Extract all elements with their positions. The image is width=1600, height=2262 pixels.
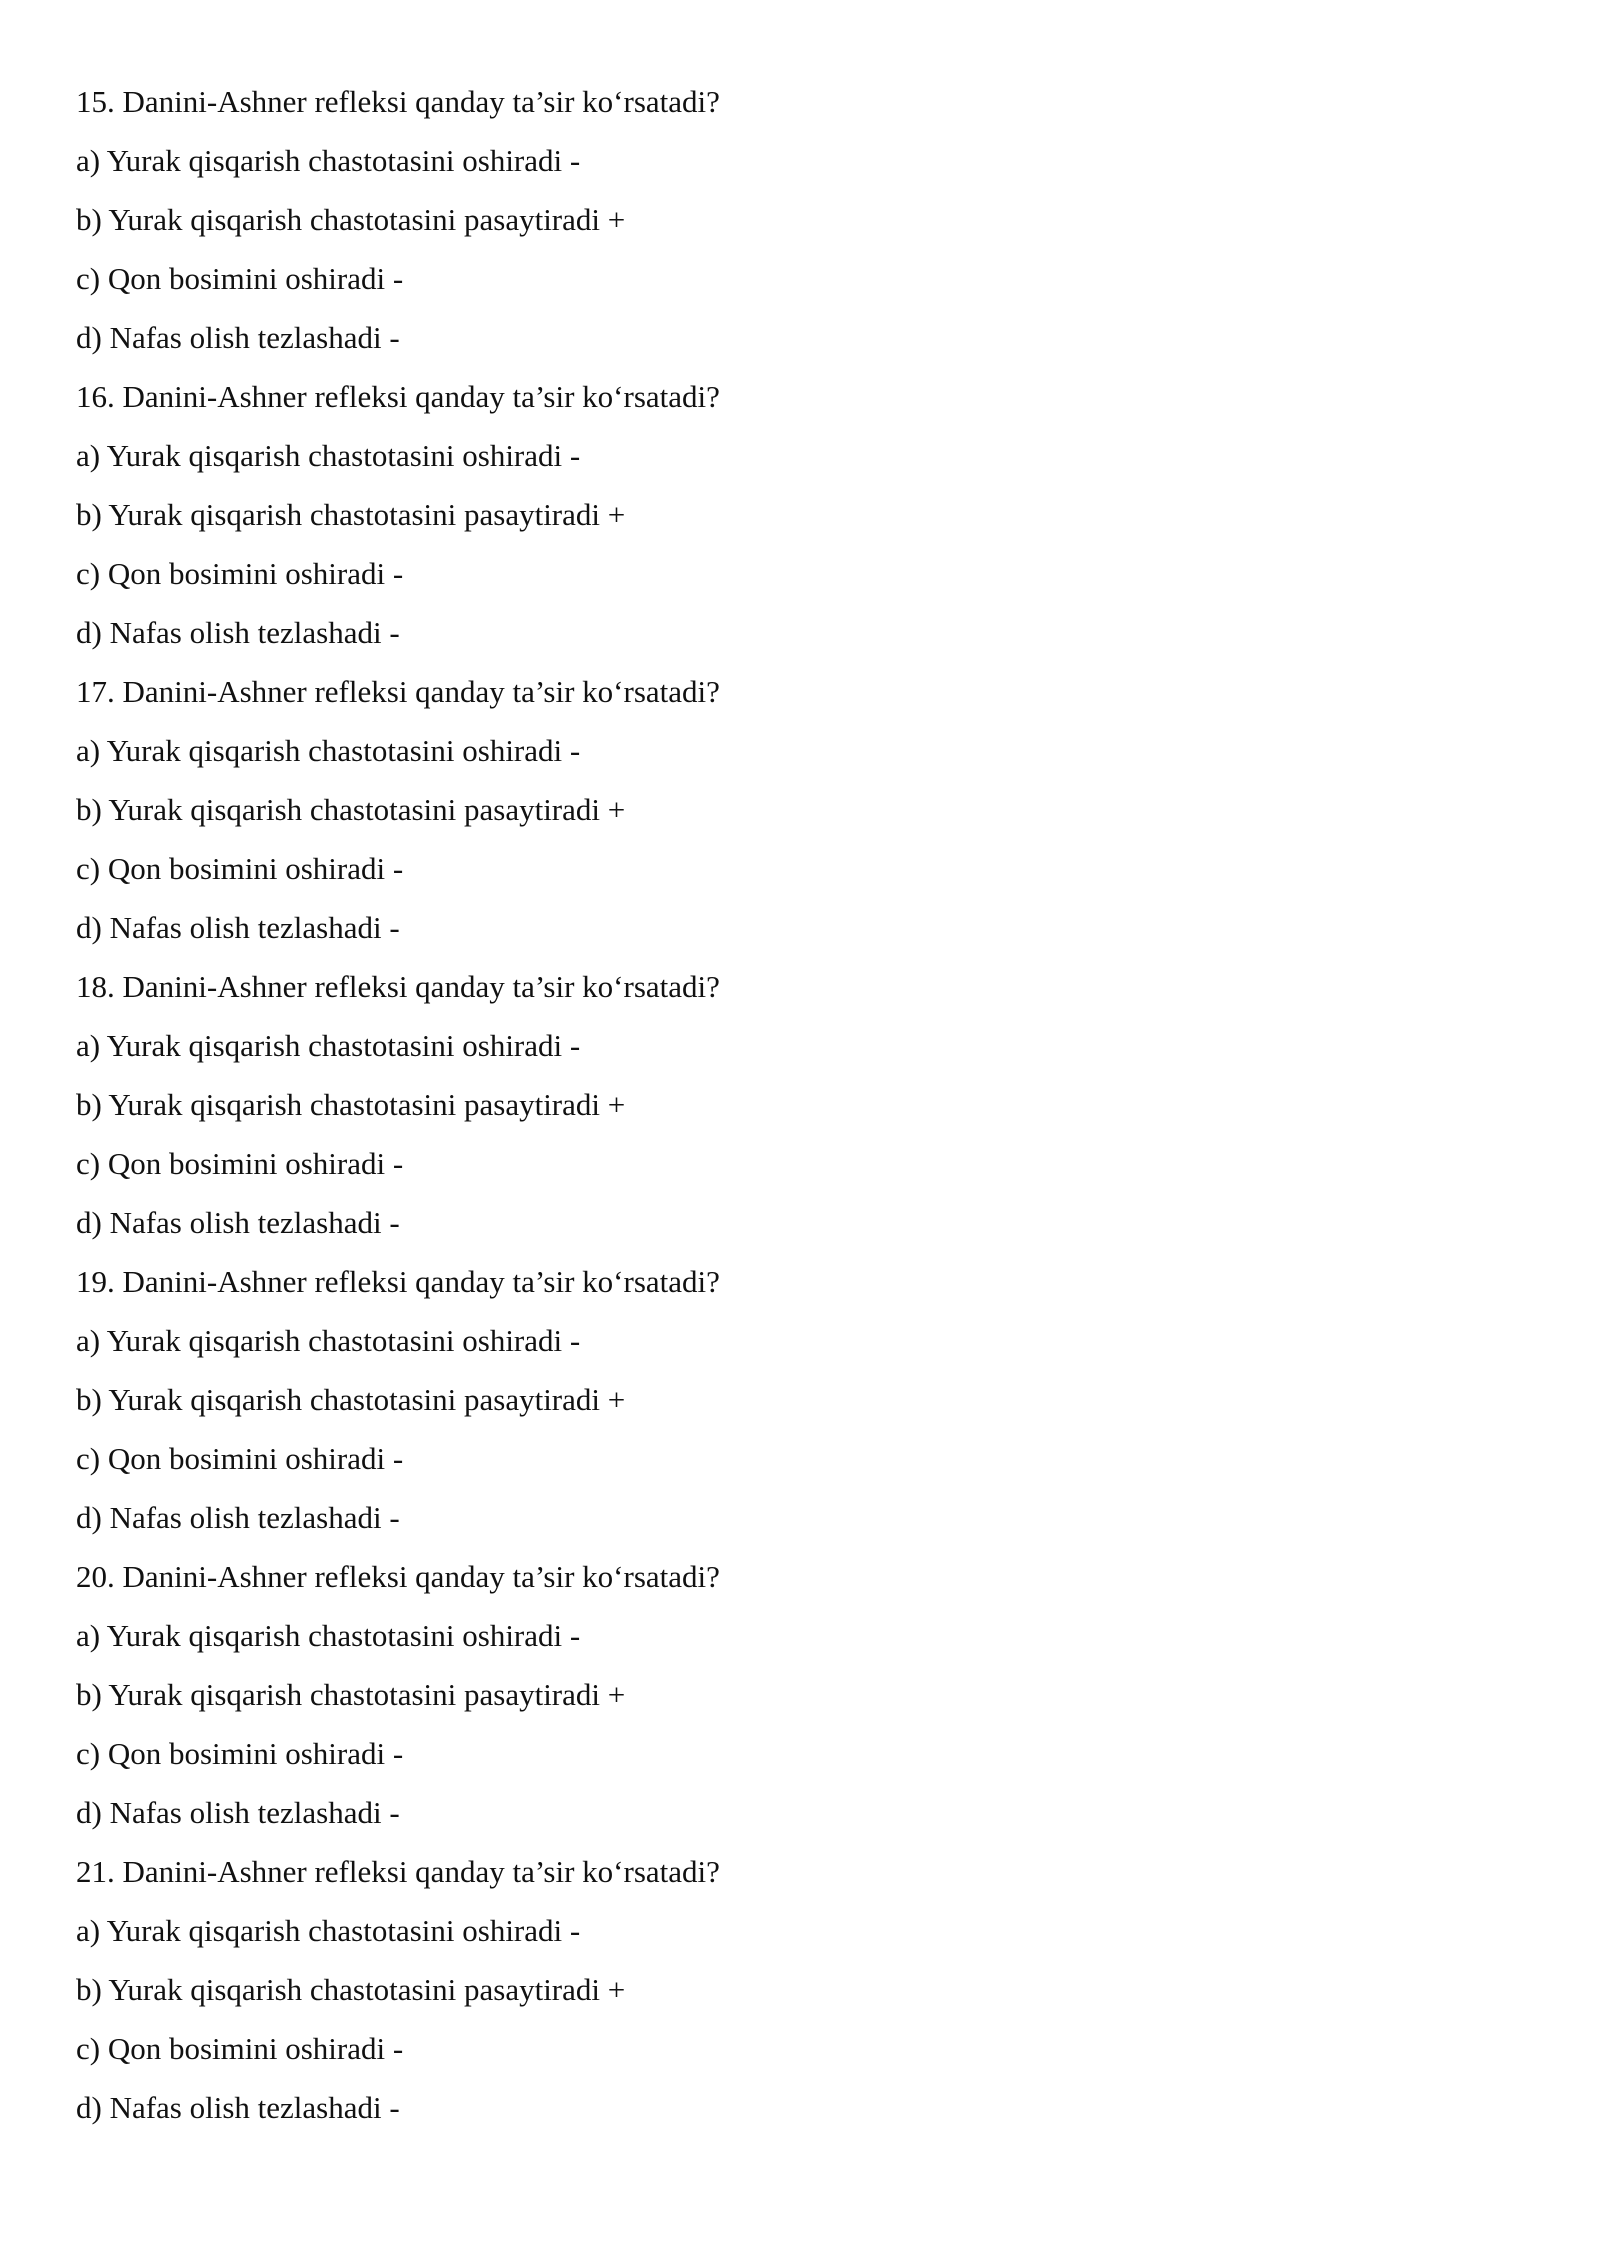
answer-option: d) Nafas olish tezlashadi -	[76, 1500, 400, 1535]
answer-option: a) Yurak qisqarish chastotasini oshiradi -	[76, 733, 581, 768]
question-text: 16. Danini-Ashner refleksi qanday ta’sir ko‘rsatadi?	[76, 379, 720, 414]
answer-option: b) Yurak qisqarish chastotasini pasaytiradi +	[76, 1087, 626, 1122]
answer-option: b) Yurak qisqarish chastotasini pasaytiradi +	[76, 1382, 626, 1417]
question-block	[76, 1252, 1526, 1547]
answer-option: b) Yurak qisqarish chastotasini pasaytiradi +	[76, 497, 626, 532]
question-text: 15. Danini-Ashner refleksi qanday ta’sir ko‘rsatadi?	[76, 84, 720, 119]
question-block	[76, 1842, 1526, 2137]
answer-option: a) Yurak qisqarish chastotasini oshiradi -	[76, 438, 581, 473]
question-text: 21. Danini-Ashner refleksi qanday ta’sir ko‘rsatadi?	[76, 1854, 720, 1889]
answer-option: b) Yurak qisqarish chastotasini pasaytiradi +	[76, 792, 626, 827]
answer-option: a) Yurak qisqarish chastotasini oshiradi -	[76, 1028, 581, 1063]
answer-option: d) Nafas olish tezlashadi -	[76, 615, 400, 650]
answer-option: c) Qon bosimini oshiradi -	[76, 261, 404, 296]
answer-option: d) Nafas olish tezlashadi -	[76, 910, 400, 945]
answer-option: b) Yurak qisqarish chastotasini pasaytiradi +	[76, 1677, 626, 1712]
answer-option: d) Nafas olish tezlashadi -	[76, 1795, 400, 1830]
answer-option: a) Yurak qisqarish chastotasini oshiradi -	[76, 1618, 581, 1653]
question-block	[76, 72, 1526, 367]
question-list	[76, 72, 1526, 2137]
question-text: 20. Danini-Ashner refleksi qanday ta’sir ko‘rsatadi?	[76, 1559, 720, 1594]
question-text: 18. Danini-Ashner refleksi qanday ta’sir ko‘rsatadi?	[76, 969, 720, 1004]
answer-option: a) Yurak qisqarish chastotasini oshiradi -	[76, 143, 581, 178]
answer-option: d) Nafas olish tezlashadi -	[76, 320, 400, 355]
answer-option: c) Qon bosimini oshiradi -	[76, 1146, 404, 1181]
answer-option: b) Yurak qisqarish chastotasini pasaytiradi +	[76, 1972, 626, 2007]
answer-option: c) Qon bosimini oshiradi -	[76, 1441, 404, 1476]
answer-option: d) Nafas olish tezlashadi -	[76, 1205, 400, 1240]
question-block	[76, 367, 1526, 662]
question-block	[76, 662, 1526, 957]
question-block	[76, 1547, 1526, 1842]
answer-option: d) Nafas olish tezlashadi -	[76, 2090, 400, 2125]
answer-option: c) Qon bosimini oshiradi -	[76, 2031, 404, 2066]
answer-option: c) Qon bosimini oshiradi -	[76, 851, 404, 886]
answer-option: c) Qon bosimini oshiradi -	[76, 1736, 404, 1771]
answer-option: b) Yurak qisqarish chastotasini pasaytiradi +	[76, 202, 626, 237]
answer-option: a) Yurak qisqarish chastotasini oshiradi -	[76, 1323, 581, 1358]
answer-option: a) Yurak qisqarish chastotasini oshiradi -	[76, 1913, 581, 1948]
question-block	[76, 957, 1526, 1252]
question-text: 17. Danini-Ashner refleksi qanday ta’sir ko‘rsatadi?	[76, 674, 720, 709]
answer-option: c) Qon bosimini oshiradi -	[76, 556, 404, 591]
question-text: 19. Danini-Ashner refleksi qanday ta’sir ko‘rsatadi?	[76, 1264, 720, 1299]
